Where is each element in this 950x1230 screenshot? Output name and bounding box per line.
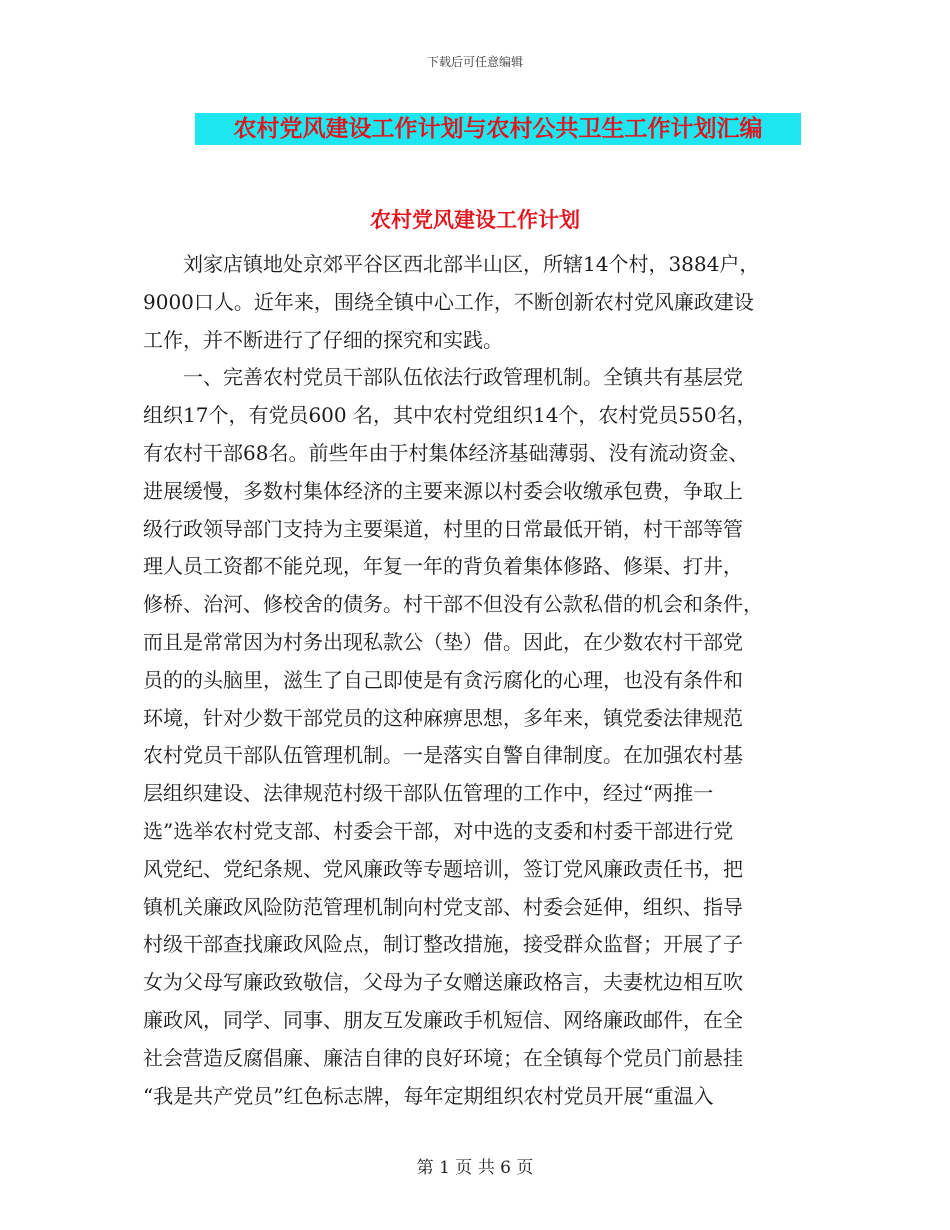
body-line: 理人员工资都不能兑现，年复一年的背负着集体修路、修渠、打井，	[143, 554, 743, 579]
body-line: 一、完善农村党员干部队伍依法行政管理机制。全镇共有基层党	[143, 365, 743, 390]
body-line: “我是共产党员”红色标志牌，每年定期组织农村党员开展“重温入	[143, 1083, 714, 1108]
body-line: 刘家店镇地处京郊平谷区西北部半山区，所辖14个村，3884户，	[143, 252, 760, 276]
section-title: 农村党风建设工作计划	[370, 207, 580, 232]
body-line: 廉政风，同学、同事、朋友互发廉政手机短信、网络廉政邮件，在全	[143, 1007, 743, 1032]
body-line: 镇机关廉政风险防范管理机制向村党支部、村委会延伸，组织、指导	[143, 894, 743, 919]
body-line: 9000口人。近年来，围绕全镇中心工作，不断创新农村党风廉政建设	[143, 289, 754, 314]
page-footer: 第 1 页 共 6 页	[416, 1158, 534, 1178]
body-line: 层组织建设、法律规范村级干部队伍管理的工作中，经过“两推一	[143, 781, 714, 806]
body-line: 村级干部查找廉政风险点，制订整改措施，接受群众监督；开展了子	[143, 932, 743, 957]
body-line: 级行政领导部门支持为主要渠道，村里的日常最低开销，村干部等管	[143, 516, 743, 541]
document-title: 农村党风建设工作计划与农村公共卫生工作计划汇编	[195, 113, 801, 145]
body-line: 女为父母写廉政致敬信，父母为子女赠送廉政格言，夫妻枕边相互吹	[143, 970, 743, 995]
body-line: 环境，针对少数干部党员的这种麻痹思想，多年来，镇党委法律规范	[143, 705, 743, 730]
body-line: 而且是常常因为村务出现私款公（垫）借。因此，在少数农村干部党	[143, 629, 743, 654]
body-line: 社会营造反腐倡廉、廉洁自律的良好环境；在全镇每个党员门前悬挂	[143, 1045, 743, 1070]
body-line: 风党纪、党纪条规、党风廉政等专题培训，签订党风廉政责任书，把	[143, 856, 743, 881]
body-line: 员的的头脑里，滋生了自己即使是有贪污腐化的心理，也没有条件和	[143, 667, 743, 692]
body-line: 进展缓慢，多数村集体经济的主要来源以村委会收缴承包费，争取上	[143, 478, 743, 503]
body-line: 工作，并不断进行了仔细的探究和实践。	[143, 327, 503, 352]
body-text	[143, 246, 809, 1115]
body-line: 修桥、治河、修校舍的债务。村干部不但没有公款私借的机会和条件，	[143, 592, 763, 617]
body-line: 组织17个，有党员600 名，其中农村党组织14个，农村党员550名，	[143, 403, 757, 428]
body-line: 有农村干部68名。前些年由于村集体经济基础薄弱、没有流动资金、	[143, 440, 749, 465]
header-note: 下载后可任意编辑	[426, 55, 523, 69]
body-line: 选”选举农村党支部、村委会干部，对中选的支委和村委干部进行党	[143, 818, 734, 843]
body-line: 农村党员干部队伍管理机制。一是落实自警自律制度。在加强农村基	[143, 743, 743, 768]
